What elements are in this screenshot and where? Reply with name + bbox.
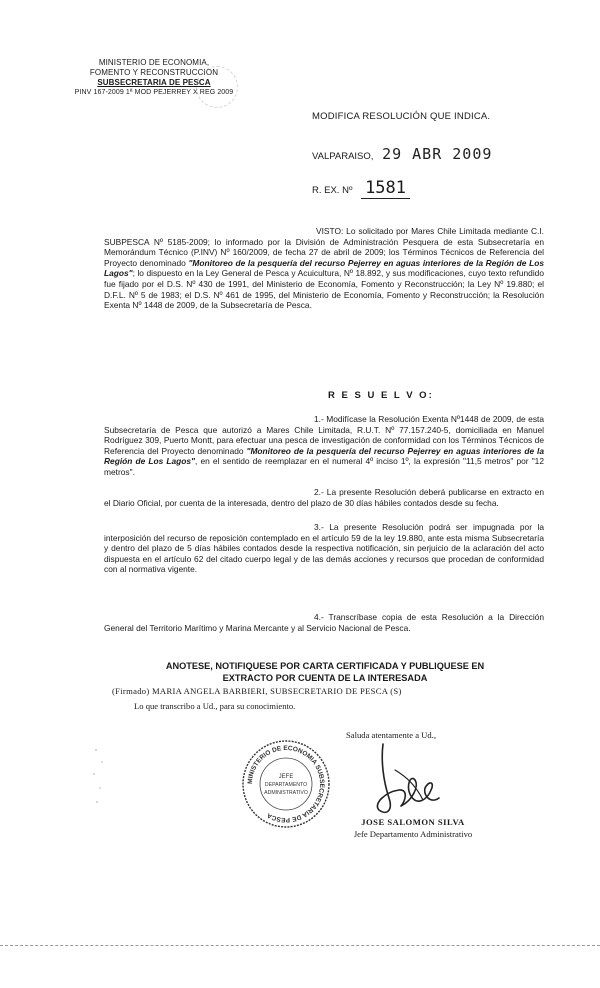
item-1-project-title: "Monitoreo de la pesquería del recurso Pejerrey en aguas interiores de la Región de Los Lagos" — [104, 445, 545, 467]
header-line-subsecretaria: SUBSECRETARIA DE PESCA — [97, 78, 211, 87]
signer-block — [333, 816, 493, 840]
document-subject: MODIFICA RESOLUCIÓN QUE INDICA. — [312, 111, 491, 122]
scan-specks — [88, 740, 118, 820]
item-4-paragraph: 4.- Transcríbase copia de esta Resolución a la Dirección General del Territorio Marítimo y Marina Mercante y al Servicio Nacional de Pesca. — [104, 612, 544, 633]
closing-line-1: ANOTESE, NOTIFIQUESE POR CARTA CERTIFICADA Y PUBLIQUESE EN — [165, 661, 485, 671]
handwritten-signature — [365, 740, 445, 820]
faint-stamp — [196, 66, 238, 108]
greeting-line: Saluda atentamente a Ud., — [346, 730, 436, 740]
closing-line-2: EXTRACTO POR CUENTA DE LA INTERESADA — [222, 673, 428, 683]
resolution-number: 1581 — [361, 178, 410, 199]
header-line-fomento: FOMENTO Y RECONSTRUCCION — [89, 68, 219, 77]
signer-name: JOSE SALOMON SILVA — [361, 817, 465, 827]
visto-text-2: ; lo dispuesto en la Ley General de Pesca y Acuicultura, Nº 18.892, y sus modificaciones, cuyo texto refundido fue fijado por el D.S. Nº 430 de 1991, del Ministerio de Economía, Fomento y Reconstrucción; la Ley Nº 19.880; el D.F.L. Nº 5 de 1983; el D.S. Nº 461 de 1995, del Ministerio de Economía, Fomento y Reconstrucción; la Resolución Exenta Nº 1448 de 2009, de la Subsecretaría de Pesca. — [104, 268, 544, 311]
scan-edge-line — [0, 945, 600, 946]
seal-center-2: DEPARTAMENTO — [264, 782, 308, 788]
seal-ring-text: MINISTERIO DE ECONOMIA SUBSECRETARIA DE PESCA — [246, 744, 326, 824]
signed-by-line: (Firmado) MARIA ANGELA BARBIERI, SUBSECRETARIO DE PESCA (S) — [112, 686, 402, 696]
transcription-line: Lo que transcribo a Ud., para su conocimiento. — [134, 701, 296, 711]
item-1-text-b: , en el sentido de reemplazar en el numeral 4º inciso 1º, la expresión "11,5 metros" por "12 metros". — [104, 456, 544, 477]
visto-text-1: VISTO: Lo solicitado por Mares Chile Limitada mediante C.I. SUBPESCA Nº 5185-2009; lo informado por la División de Administración Pesquera de esta Subsecretaría en Memorándum Técnico (P.INV) Nº 160/2009, de fecha 27 de abril de 2009; los Términos Técnicos de Referencia del Proyecto denominado — [104, 226, 544, 268]
resolution-label: R. EX. Nº — [312, 185, 353, 196]
seal-center-1: JEFE — [278, 774, 294, 780]
header-line-code: PINV 167-2009 1ª MOD PEJERREY X REG 2009 — [74, 89, 234, 96]
date-line — [312, 145, 492, 163]
resuelvo-heading: R E S U E L V O: — [328, 390, 434, 401]
item-1-paragraph — [104, 414, 544, 478]
visto-paragraph — [104, 226, 544, 311]
visto-project-title: "Monitoreo de la pesquería del recurso Pejerrey en aguas interiores de la Región de Los Lagos" — [104, 257, 544, 279]
ministry-header — [64, 58, 244, 98]
seal-center-3: ADMINISTRATIVO — [264, 790, 308, 796]
item-1-text-a: 1.- Modifícase la Resolución Exenta Nº1448 de 2009, de esta Subsecretaría de Pesca que autorizó a Mares Chile Limitada, R.U.T. Nº 77.157.240-5, domiciliada en Manuel Rodríguez 309, Puerto Montt, para efectuar una pesca de investigación de conformidad con los Términos Técnicos de Referencia del Proyecto denominado — [104, 414, 544, 456]
item-3-paragraph: 3.- La presente Resolución podrá ser impugnada por la interposición del recurso de reposición contemplado en el artículo 59 de la ley 19.880, ante esta misma Subsecretaría y dentro del plazo de 5 días hábiles contados desde la respectiva notificación, sin perjuicio de la aclaración del acto dispuesta en el artículo 62 del citado cuerpo legal y de las demás acciones y recursos que procedan de conformidad con al normativa vigente. — [104, 522, 544, 575]
resolution-number-line — [312, 178, 410, 199]
header-line-ministry: MINISTERIO DE ECONOMIA, — [98, 58, 210, 67]
item-2-paragraph: 2.- La presente Resolución deberá publicarse en extracto en el Diario Oficial, por cuenta de la interesada, dentro del plazo de 30 días hábiles contados desde su fecha. — [104, 487, 544, 508]
date-place: VALPARAISO, — [312, 151, 374, 162]
date-stamp: 29 ABR 2009 — [382, 145, 493, 163]
official-seal — [240, 738, 332, 830]
closing-formula — [100, 660, 550, 684]
signer-title: Jefe Departamento Administrativo — [353, 829, 473, 839]
